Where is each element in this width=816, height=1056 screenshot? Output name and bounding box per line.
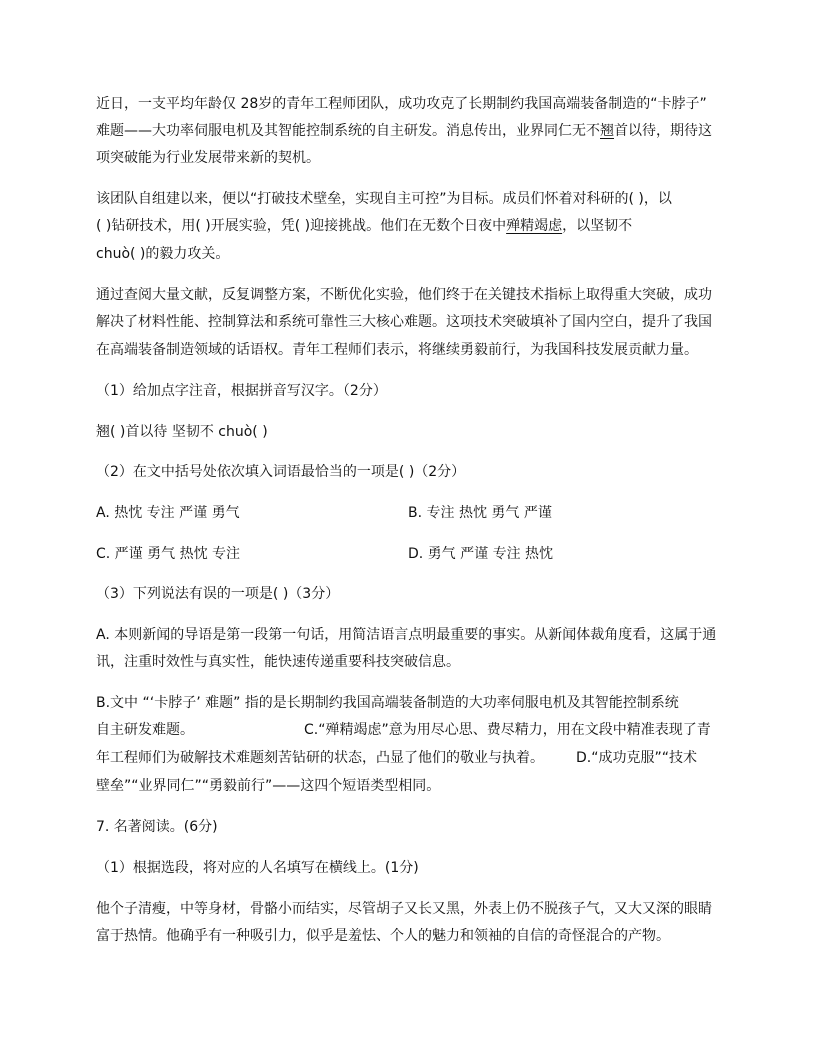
text-span: 难题——大功率伺服电机及其智能控制系统的自主研发。消息传出，业界同仁无不	[96, 123, 600, 139]
paragraph-3-line-2: 解决了材料性能、控制算法和系统可靠性三大核心难题。这项技术突破填补了国内空白，提升了我国	[96, 314, 712, 330]
paragraph-1-line-3: 项突破能为行业发展带来新的契机。	[96, 150, 320, 166]
paragraph-2-line-2	[96, 216, 632, 236]
q3-option-a-line-1: A. 本则新闻的导语是第一段第一句话，用简洁语言点明最重要的事实。从新闻体裁角度看，这属于通	[96, 627, 717, 643]
q3-option-d-line-2: 壁垒”“业界同仁”“勇毅前行”——这四个短语类型相同。	[96, 778, 441, 794]
text-span: ，以坚韧不	[562, 218, 633, 234]
question-7-sub-1: （1）根据选段，将对应的人名填写在横线上。(1分)	[96, 860, 419, 876]
question-1-answer-line: 翘( )首以待 坚韧不 chuò( )	[96, 424, 268, 440]
text-span: 首以待，期待这	[614, 123, 712, 139]
option-c: C. 严谨 勇气 热忱 专注	[96, 546, 241, 562]
paragraph-2-line-1: 该团队自组建以来，便以“打破技术壁垒，实现自主可控”为目标。成员们怀着对科研的( )，以	[96, 191, 672, 207]
option-a: A. 热忱 专注 严谨 勇气	[96, 505, 240, 521]
option-d: D. 勇气 严谨 专注 热忱	[408, 546, 554, 562]
question-3-title: （3）下列说法有误的一项是( )（3分）	[96, 586, 340, 602]
q3-option-b-line-1: B.文中 “‘卡脖子’ 难题” 指的是长期制约我国高端装备制造的大功率伺服电机及其智能控制系统	[96, 695, 679, 711]
text-span: ( )钻研技术，用( )开展实验，凭( )迎接挑战。他们在无数个日夜中	[96, 218, 507, 234]
question-1-title: （1）给加点字注音，根据拼音写汉字。（2分）	[96, 383, 387, 399]
paragraph-3-line-1: 通过查阅大量文献，反复调整方案，不断优化实验，他们终于在关键技术指标上取得重大突破，成功	[96, 287, 712, 303]
paragraph-1-line-1: 近日，一支平均年龄仅 28岁的青年工程师团队，成功攻克了长期制约我国高端装备制造的“卡脖子”	[96, 96, 707, 112]
question-7-title: 7. 名著阅读。(6分)	[96, 819, 218, 835]
q3-option-b-line-2: 自主研发难题。	[96, 722, 194, 738]
option-b: B. 专注 热忱 勇气 严谨	[408, 505, 552, 521]
q3-option-a-line-2: 讯，注重时效性与真实性，能快速传递重要科技突破信息。	[96, 654, 460, 670]
underlined-char: 翘	[600, 123, 614, 139]
passage-line-2: 富于热情。他确乎有一种吸引力，似乎是羞怯、个人的魅力和领袖的自信的奇怪混合的产物。	[96, 928, 670, 944]
paragraph-1-line-2	[96, 121, 712, 141]
passage-line-1: 他个子清瘦，中等身材，骨骼小而结实，尽管胡子又长又黑，外表上仍不脱孩子气，又大又深的眼睛	[96, 901, 712, 917]
q3-option-c-line-2: 年工程师们为破解技术难题刻苦钻研的状态，凸显了他们的敬业与执着。	[96, 750, 544, 766]
paragraph-2-line-3: chuò( )的毅力攻关。	[96, 246, 230, 262]
paragraph-3-line-3: 在高端装备制造领域的话语权。青年工程师们表示，将继续勇毅前行，为我国科技发展贡献力量。	[96, 342, 698, 358]
underlined-idiom: 殚精竭虑	[506, 218, 563, 234]
q3-option-c-line-1: C.“殚精竭虑”意为用尽心思、费尽精力，用在文段中精准表现了青	[304, 722, 711, 738]
question-2-title: （2）在文中括号处依次填入词语最恰当的一项是( )（2分）	[96, 464, 466, 480]
q3-option-d-line-1: D.“成功克服”“技术	[576, 750, 697, 766]
